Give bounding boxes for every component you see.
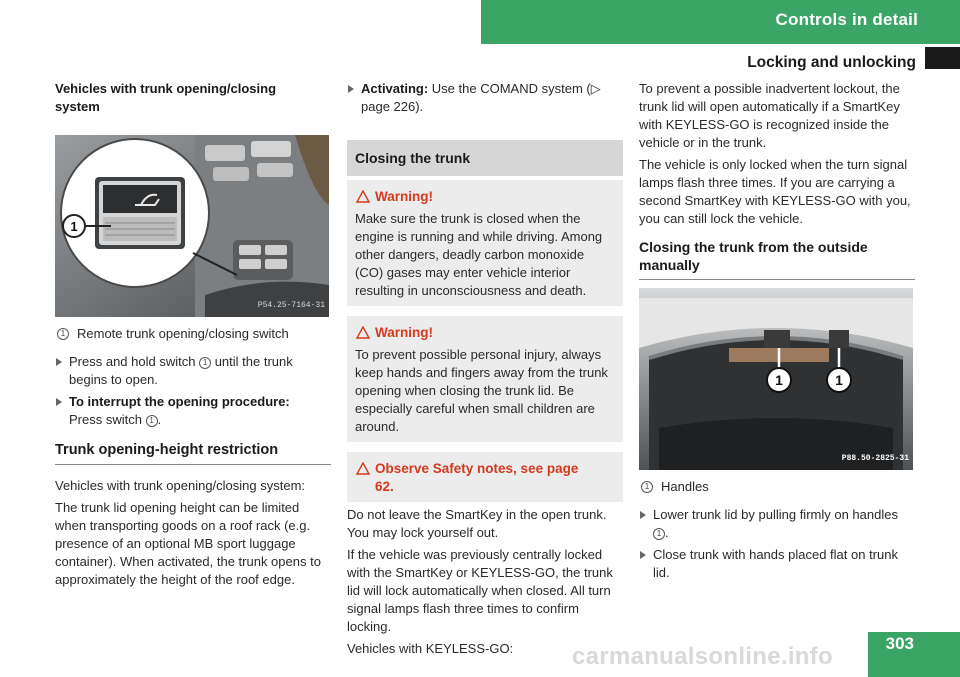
warning-box: [347, 180, 623, 306]
section-title: Controls in detail: [775, 10, 918, 29]
page-number: 303: [885, 634, 914, 653]
safety-note-text: Observe Safety notes, see page 62.: [375, 461, 579, 494]
figure-code: P54.25-7164-31: [257, 301, 325, 310]
figure-door-switch: [55, 135, 329, 317]
step-label: Activating:: [361, 81, 429, 96]
warning-box: [347, 316, 623, 442]
callout-number: 1: [146, 415, 158, 427]
heading-height-restriction: Trunk opening-height restriction: [55, 441, 331, 465]
header-divider: [481, 44, 960, 45]
warning-title-text: Warning!: [375, 189, 433, 204]
callout-1b: 1: [835, 372, 843, 388]
warning-triangle-icon: [356, 190, 370, 203]
step-text: Use the COMAND system (▷ page 226).: [361, 81, 601, 114]
step-text: Close trunk with hands placed flat on trunk lid.: [653, 547, 898, 580]
figure-code: P88.50-2825-31: [841, 454, 909, 463]
paragraph: The vehicle is only locked when the turn signal lamps flash three times. If you are carrying a second SmartKey with KEYLESS-GO with you, you can still lock the vehicle.: [639, 157, 911, 226]
step-label: To interrupt the opening procedure:: [69, 394, 290, 409]
watermark: carmanualsonline.info: [572, 643, 834, 670]
header-tab-marker: [925, 47, 960, 69]
heading-trunk-system: Vehicles with trunk opening/closing system: [55, 81, 277, 114]
paragraph: If the vehicle was previously centrally locked with the SmartKey or KEYLESS-GO, the trunk lid will lock automatically when closed. All turn signal lamps flash three times to confirm locking.: [347, 547, 613, 634]
caption-text: Remote trunk opening/closing switch: [77, 326, 289, 341]
arrow-bullet-icon: [640, 511, 646, 519]
warning-triangle-icon: [356, 326, 370, 339]
step-text: .: [157, 412, 162, 427]
paragraph: Vehicles with KEYLESS-GO:: [347, 641, 514, 656]
paragraph: The trunk lid opening height can be limited when transporting goods on a roof rack (e.g. presence of an optional MB sport luggage container). When activated, the trunk opens to approximately the height of the roof edge.: [55, 500, 321, 587]
paragraph: Vehicles with trunk opening/closing system:: [55, 478, 306, 493]
callout-number: 1: [641, 481, 653, 493]
figure-caption: [55, 325, 331, 343]
warning-title: [355, 188, 615, 206]
step-text: Press and hold switch: [69, 354, 196, 369]
callout-number: 1: [199, 357, 211, 369]
callout-number: 1: [653, 528, 665, 540]
subsection-title: Locking and unlocking: [747, 54, 916, 71]
arrow-bullet-icon: [348, 85, 354, 93]
step-text: Press switch: [69, 412, 142, 427]
page-number-band: [868, 632, 960, 677]
warning-title-text: Warning!: [375, 325, 433, 340]
arrow-bullet-icon: [56, 398, 62, 406]
step-lower-lid: [639, 506, 915, 542]
callout-1a: 1: [775, 372, 783, 388]
arrow-bullet-icon: [640, 551, 646, 559]
column-middle: [347, 80, 623, 662]
warning-triangle-icon: [356, 462, 370, 475]
safety-note-box: [347, 452, 623, 502]
safety-note-title: [355, 460, 585, 496]
callout-1: 1: [70, 219, 78, 234]
column-right: [639, 80, 915, 586]
figure-trunk-handles: [639, 288, 913, 470]
warning-title: [355, 324, 615, 342]
step-press-hold: [55, 353, 331, 389]
trunk-lid-illustration: [639, 288, 913, 470]
callout-number: 1: [57, 328, 69, 340]
paragraph: Do not leave the SmartKey in the open trunk. You may lock yourself out.: [347, 507, 607, 540]
step-activating: [347, 80, 623, 116]
heading-closing-outside: Closing the trunk from the outside manually: [639, 238, 915, 280]
column-left: [55, 80, 331, 593]
heading-closing-trunk: Closing the trunk: [347, 140, 623, 176]
step-close-trunk: [639, 546, 915, 582]
step-text: .: [665, 525, 669, 540]
figure-caption: [639, 478, 915, 496]
step-interrupt: [55, 393, 331, 429]
caption-text: Handles: [661, 479, 709, 494]
door-panel-illustration: [55, 135, 329, 317]
step-text: until the trunk begins to open.: [69, 354, 293, 387]
step-text: Lower trunk lid by pulling firmly on handles: [653, 507, 898, 522]
warning-text: Make sure the trunk is closed when the engine is running and while driving. Among other dangers, deadly carbon monoxide (CO) gases may enter vehicle interior resulting in unconsciousness and death.: [355, 211, 603, 298]
paragraph: To prevent a possible inadvertent lockout, the trunk lid will open automatically if a SmartKey with KEYLESS-GO is recognized inside the vehicle or in the trunk.: [639, 81, 900, 150]
warning-text: To prevent possible personal injury, always keep hands and fingers away from the trunk opening when closing the trunk lid. Be especially careful when small children are around.: [355, 347, 608, 434]
arrow-bullet-icon: [56, 358, 62, 366]
